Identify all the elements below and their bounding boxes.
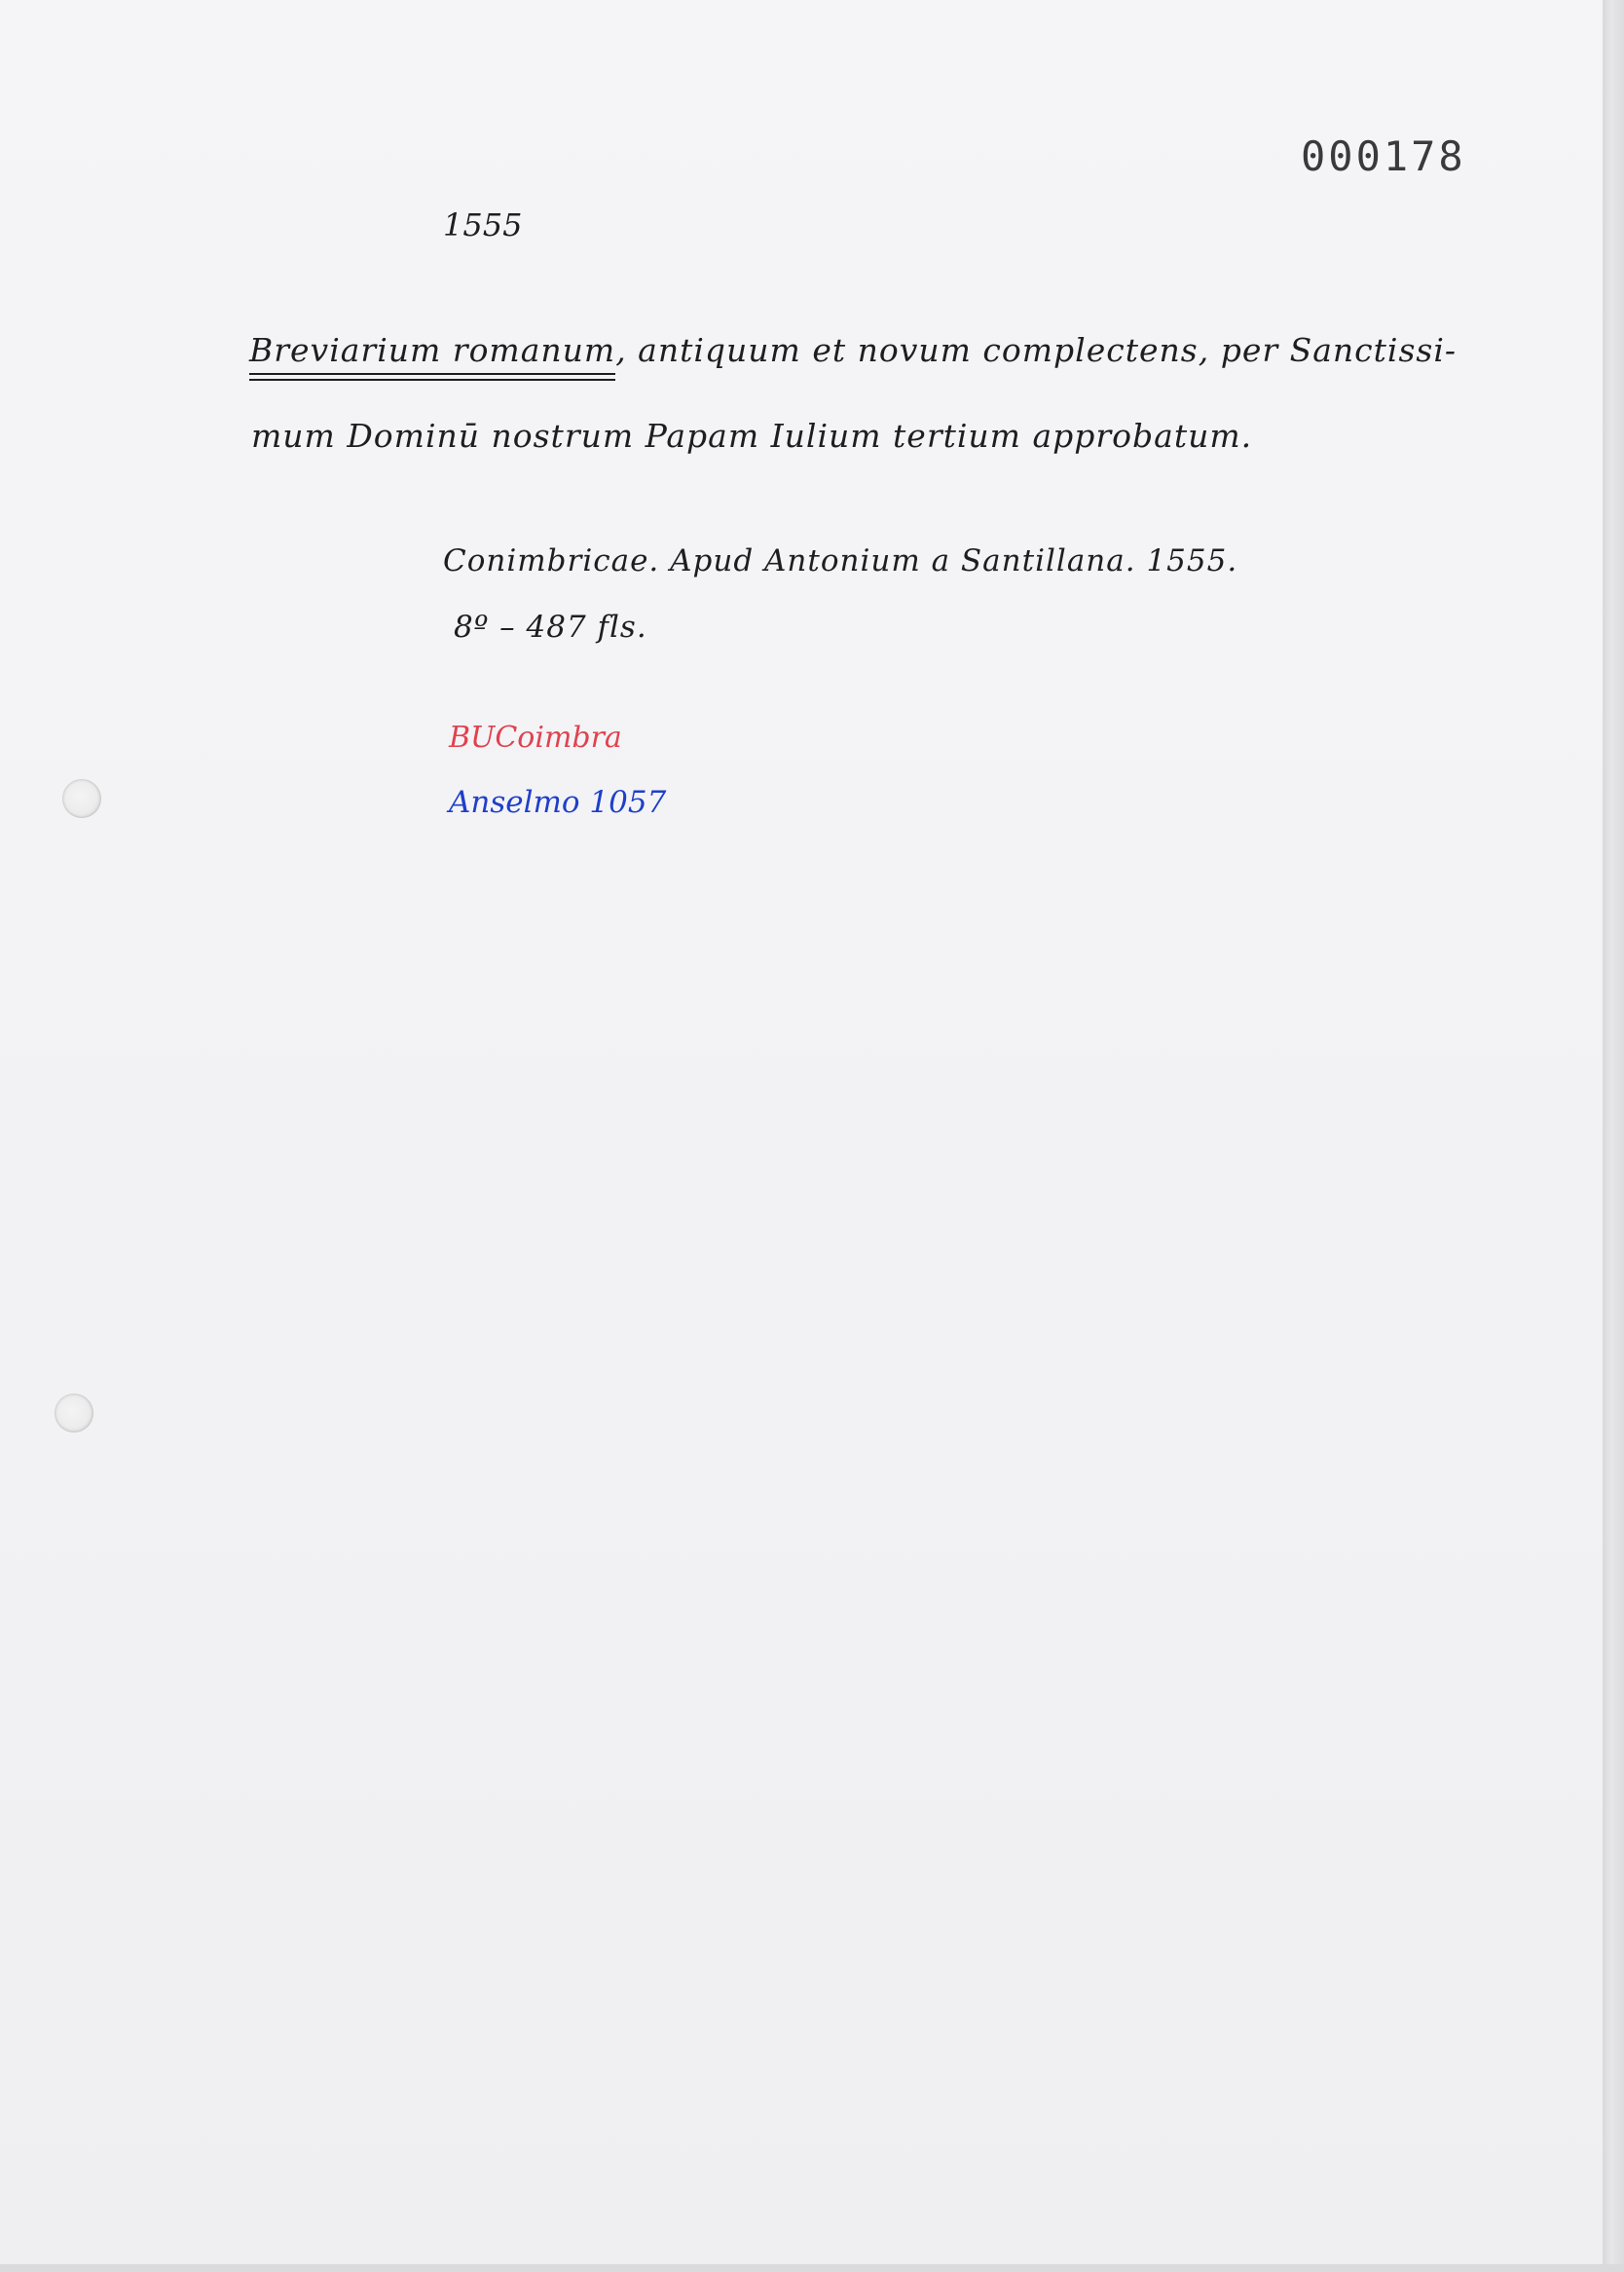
title-line-2: mum Dominū nostrum Papam Iulium tertium approbatum. (251, 417, 1253, 455)
imprint: Conimbricae. Apud Antonium a Santillana. 1555. (443, 543, 1238, 578)
format-line: 8º – 487 fls. (454, 610, 647, 645)
paper-edge-right (1603, 0, 1624, 2272)
paper-edge-bottom (0, 2264, 1624, 2272)
punch-hole-top (62, 779, 101, 818)
catalog-reference: Anselmo 1057 (449, 785, 667, 820)
title-underlined: Breviarium romanum (249, 331, 615, 375)
title-line-1-rest: , antiquum et novum complectens, per Sanctissi- (615, 331, 1458, 369)
publication-year: 1555 (443, 206, 523, 243)
punch-hole-bottom (55, 1394, 93, 1433)
title-line-1 (249, 331, 1457, 375)
library-note: BUCoimbra (449, 721, 622, 755)
stamp-number: 000178 (1301, 132, 1466, 180)
